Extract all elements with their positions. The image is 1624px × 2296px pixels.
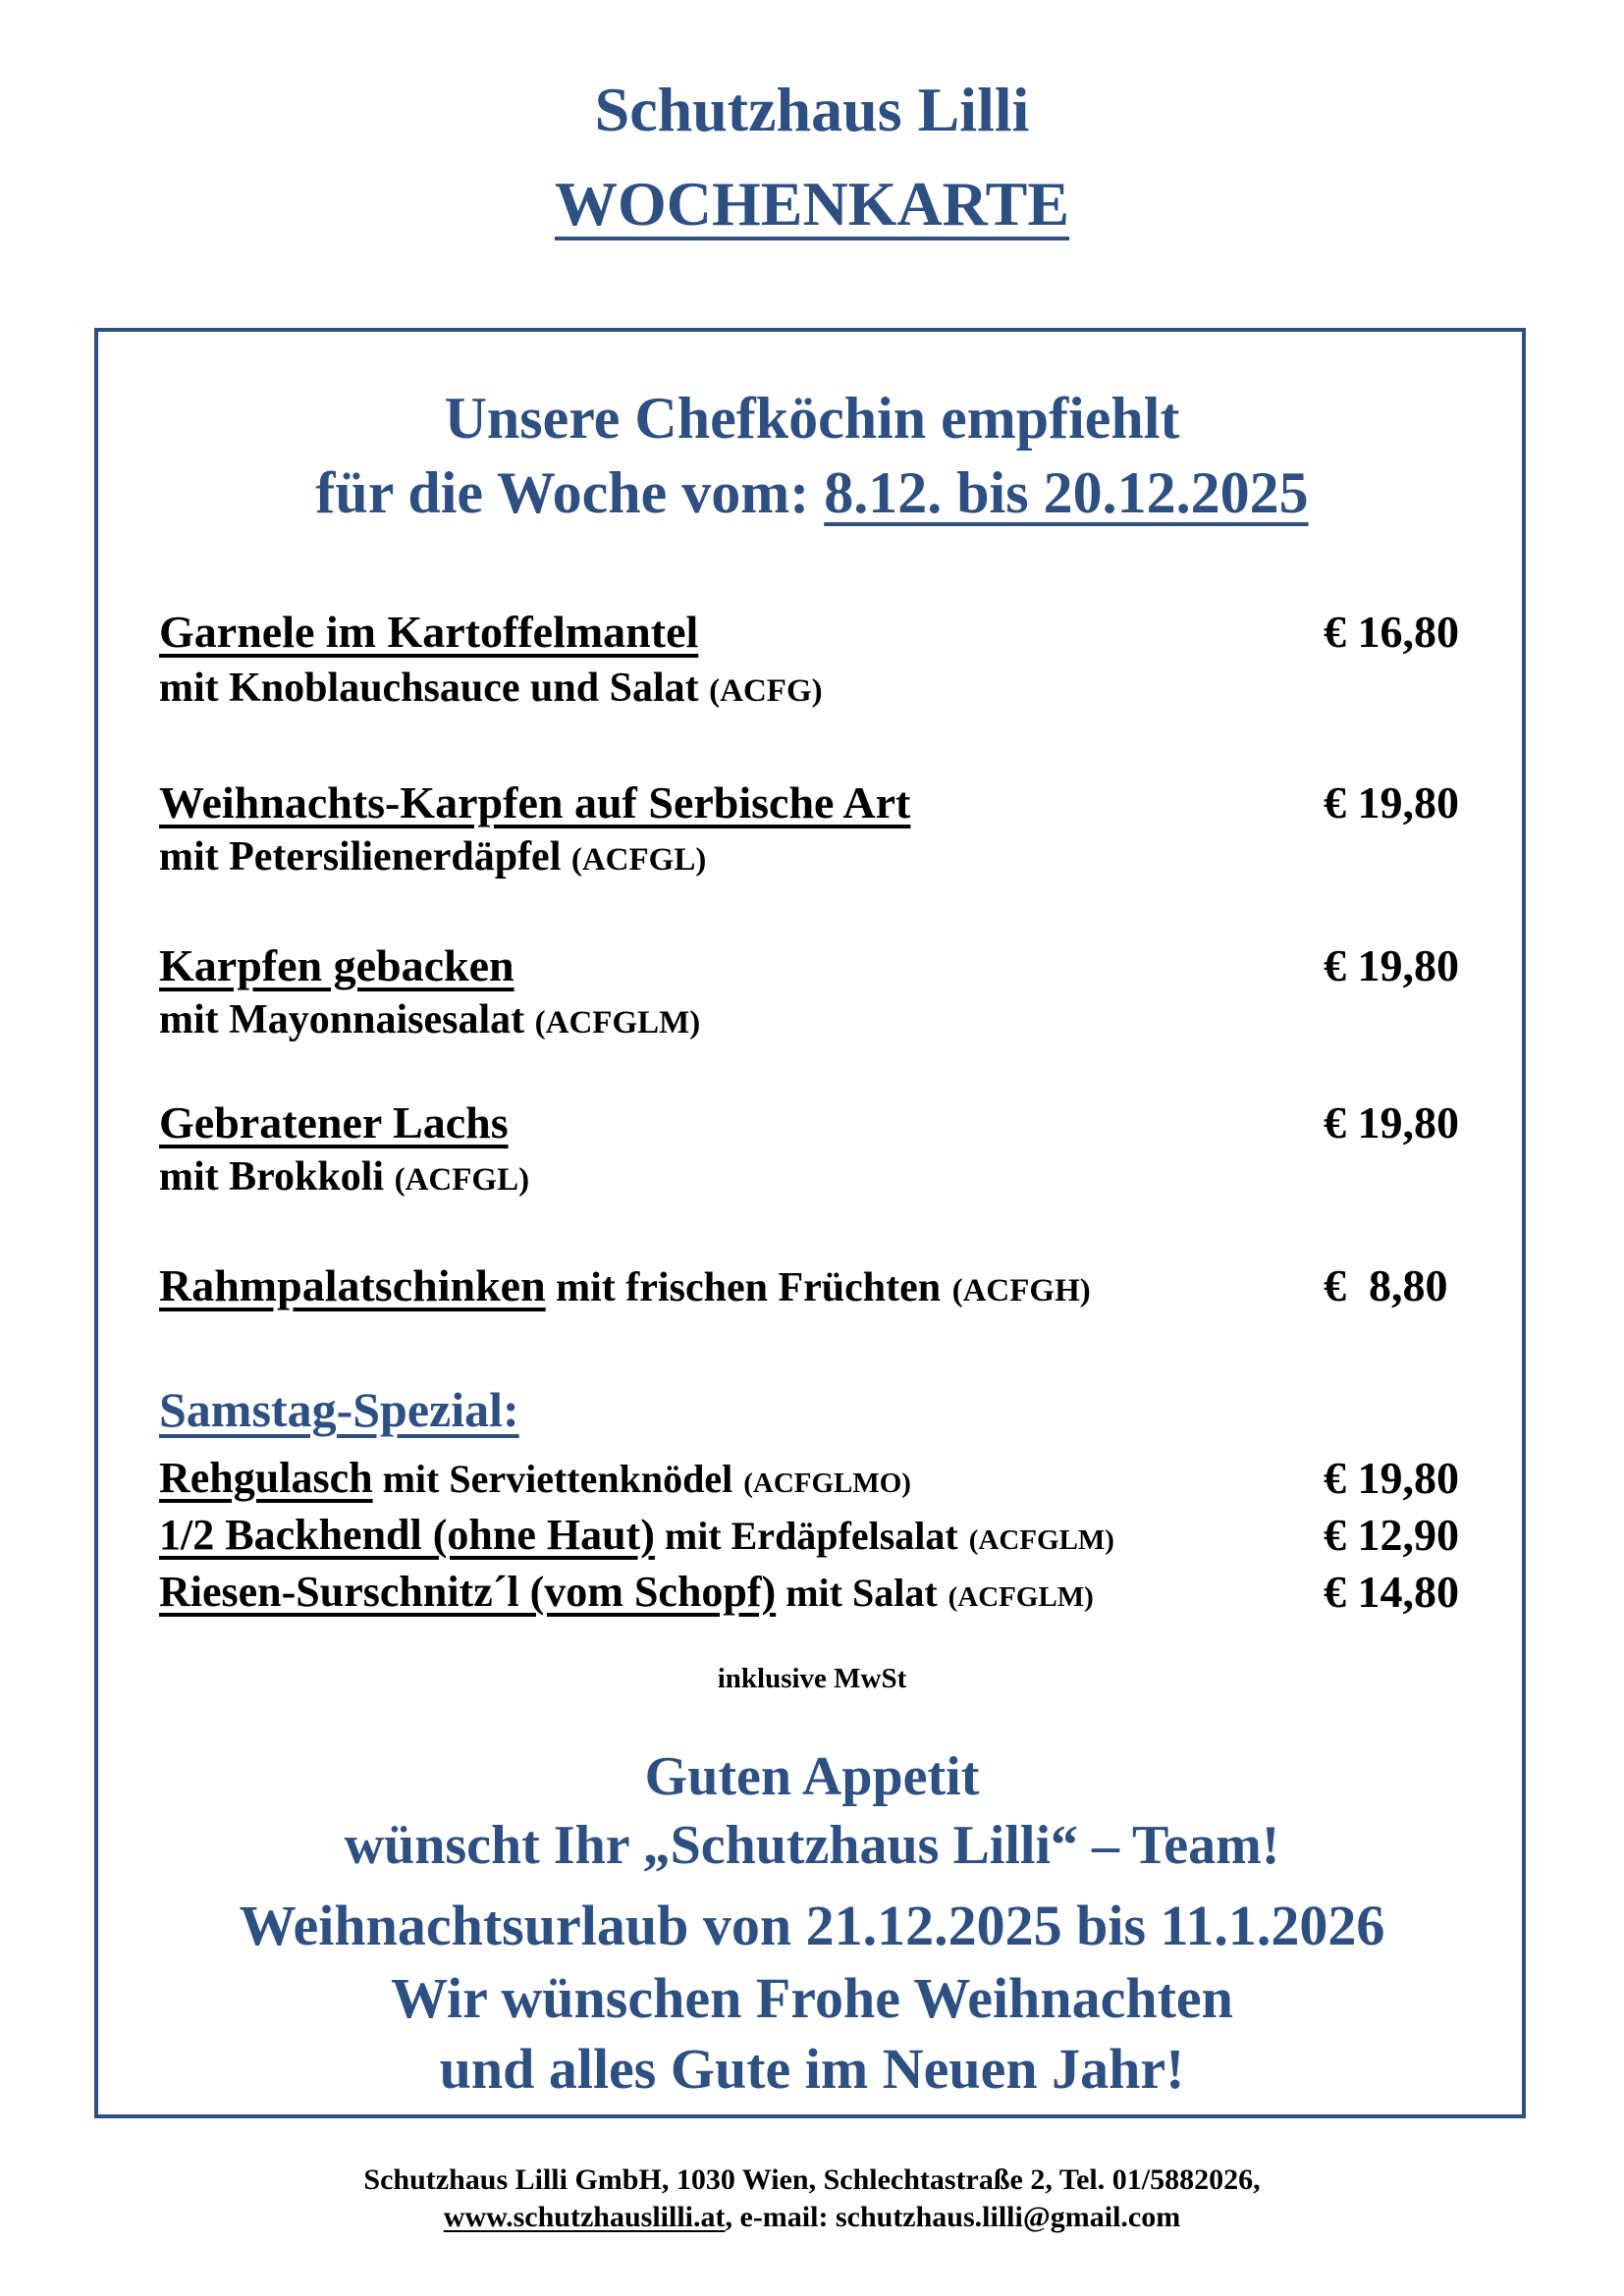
special-price: € 12,90 <box>1324 1510 1459 1560</box>
dish-allergens: (ACFGL) <box>570 842 707 878</box>
greeting-line-1: Guten Appetit <box>644 1746 980 1807</box>
dish-allergens: (ACFGH) <box>951 1273 1091 1308</box>
special-item-3 <box>159 1565 1094 1625</box>
dish-desc-text: mit Petersilienerdäpfel <box>159 834 562 880</box>
special-price: € 14,80 <box>1324 1567 1459 1617</box>
vat-note: inklusive MwSt <box>717 1663 907 1694</box>
special-item-1 <box>159 1451 911 1511</box>
new-year-wish: und alles Gute im Neuen Jahr! <box>439 2037 1185 2101</box>
dish-desc-text: mit Mayonnaisesalat <box>159 997 525 1042</box>
dish-description <box>159 1150 529 1206</box>
holiday-notice: Weihnachtsurlaub von 21.12.2025 bis 11.1.2026 <box>239 1894 1385 1957</box>
dish-item-2 <box>159 775 910 830</box>
special-price: € 19,80 <box>1324 1453 1459 1503</box>
dish-name: Weihnachts-Karpfen auf Serbische Art <box>159 777 911 828</box>
dish-allergens: (ACFG) <box>709 673 823 709</box>
menu-subtitle-text: WOCHENKARTE <box>554 169 1070 239</box>
dish-price: € 19,80 <box>1324 1097 1459 1148</box>
week-range-heading <box>0 455 1624 530</box>
greeting-line-2: wünscht Ihr „Schutzhaus Lilli“ – Team! <box>344 1815 1280 1876</box>
dish-name: Garnele im Kartoffelmantel <box>159 607 699 657</box>
dish-description <box>159 662 823 718</box>
chef-recommendation-heading: Unsere Chefköchin empfiehlt <box>444 386 1180 451</box>
dish-desc-text: mit Brokkoli <box>159 1154 385 1200</box>
special-allergens: (ACFGLM) <box>947 1581 1094 1613</box>
dish-item-1 <box>159 605 698 660</box>
dish-allergens: (ACFGL) <box>394 1162 530 1198</box>
special-name: 1/2 Backhendl (ohne Haut) <box>159 1511 655 1559</box>
dish-description <box>159 993 700 1049</box>
special-description: mit Erdäpfelsalat <box>654 1514 958 1558</box>
dish-price: € 19,80 <box>1324 940 1459 990</box>
website-link[interactable]: www.schutzhauslilli.at <box>443 2201 726 2233</box>
special-name: Riesen-Surschnitz´l (vom Schopf) <box>159 1568 777 1616</box>
footer-address: Schutzhaus Lilli GmbH, 1030 Wien, Schlechtastraße 2, Tel. 01/5882026, <box>363 2163 1261 2196</box>
restaurant-title: Schutzhaus Lilli <box>594 75 1030 144</box>
saturday-special-heading: Samstag-Spezial: <box>159 1382 519 1437</box>
dish-description <box>159 830 706 886</box>
dish-item-5 <box>159 1258 1091 1318</box>
dish-name: Karpfen gebacken <box>159 940 514 990</box>
week-date-range: 8.12. bis 20.12.2025 <box>824 460 1309 525</box>
special-name: Rehgulasch <box>159 1454 373 1502</box>
email-text: , e-mail: schutzhaus.lilli@gmail.com <box>725 2201 1181 2233</box>
special-item-2 <box>159 1508 1114 1568</box>
dish-desc-text: mit Knoblauchsauce und Salat <box>159 666 699 711</box>
dish-description: mit frischen Früchten <box>545 1265 942 1310</box>
dish-price: € 8,80 <box>1324 1260 1448 1310</box>
dish-name: Gebratener Lachs <box>159 1097 509 1148</box>
dish-price: € 19,80 <box>1324 777 1459 828</box>
christmas-wish: Wir wünschen Frohe Weihnachten <box>391 1966 1233 2030</box>
week-prefix: für die Woche vom: <box>315 460 825 525</box>
special-description: mit Salat <box>776 1571 938 1615</box>
dish-name: Rahmpalatschinken <box>159 1260 546 1310</box>
dish-allergens: (ACFGLM) <box>534 1005 701 1041</box>
special-allergens: (ACFGLMO) <box>743 1468 911 1499</box>
menu-subtitle <box>0 165 1624 243</box>
dish-price: € 16,80 <box>1324 607 1459 657</box>
dish-item-3 <box>159 938 514 993</box>
special-allergens: (ACFGLM) <box>968 1524 1114 1556</box>
footer-contact <box>0 2199 1624 2236</box>
special-description: mit Serviettenknödel <box>372 1457 733 1501</box>
dish-item-4 <box>159 1095 509 1150</box>
